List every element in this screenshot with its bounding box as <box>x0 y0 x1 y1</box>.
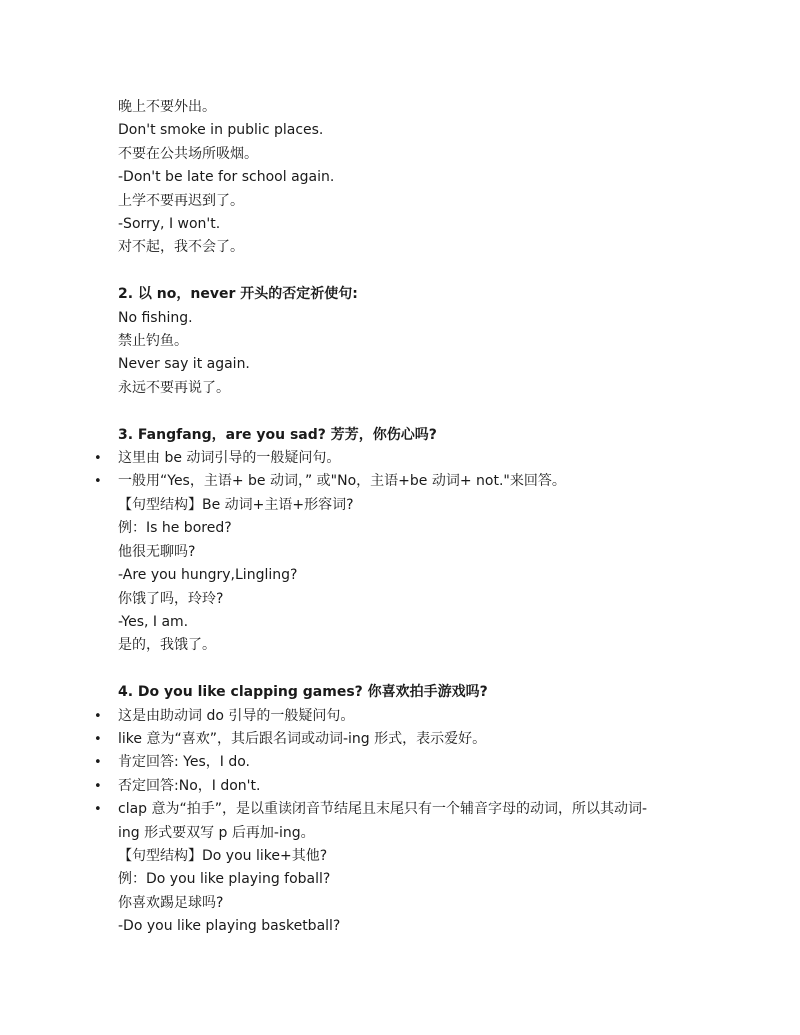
text-line: 他很无聊吗? <box>118 543 196 560</box>
text-line: Never say it again. <box>118 356 250 373</box>
text-line: 你饿了吗，玲玲? <box>118 590 224 607</box>
section-heading: 3. Fangfang，are you sad? 芳芳，你伤心吗? <box>118 426 437 443</box>
text-line: 【句型结构】Be 动词+主语+形容词? <box>118 496 354 513</box>
section-heading: 4. Do you like clapping games? 你喜欢拍手游戏吗? <box>118 684 488 701</box>
paragraph-spacer <box>118 260 718 283</box>
text-line: 【句型结构】Do you like+其他? <box>118 847 328 864</box>
text-line: 不要在公共场所吸烟。 <box>118 145 258 162</box>
text-line: 永远不要再说了。 <box>118 379 230 396</box>
text-line: -Are you hungry,Lingling? <box>118 567 298 584</box>
text-line: Don't smoke in public places. <box>118 122 324 139</box>
paragraph-spacer <box>118 400 718 423</box>
text-line: 禁止钓鱼。 <box>118 333 188 350</box>
text-line: 对不起，我不会了。 <box>118 239 244 256</box>
section-heading: 2. 以 no，never 开头的否定祈使句: <box>118 286 358 303</box>
bullet-item: • 否定回答:No，I don't. <box>118 775 718 798</box>
text-line: No fishing. <box>118 309 193 326</box>
bullet-item: • clap 意为“拍手”，是以重读闭音节结尾且末尾只有一个辅音字母的动词，所以其动词- <box>118 798 718 821</box>
text-line: 上学不要再迟到了。 <box>118 192 244 209</box>
text-line: -Yes, I am. <box>118 613 189 630</box>
bullet-item: • like 意为“喜欢”，其后跟名词或动词-ing 形式，表示爱好。 <box>118 728 718 751</box>
bullet-item: • 这里由 be 动词引导的一般疑问句。 <box>118 447 718 470</box>
bullet-item: • 肯定回答: Yes，I do. <box>118 751 718 774</box>
text-line: ing 形式要双写 p 后再加-ing。 <box>118 824 315 841</box>
paragraph-spacer <box>118 658 718 681</box>
text-line: 是的，我饿了。 <box>118 637 216 654</box>
text-line: 你喜欢踢足球吗? <box>118 894 224 911</box>
bullet-item: • 一般用“Yes，主语+ be 动词，” 或"No，主语+be 动词+ not."来回答。 <box>118 470 718 493</box>
bullet-item: • 这是由助动词 do 引导的一般疑问句。 <box>118 705 718 728</box>
text-line: 例：Is he bored? <box>118 520 232 537</box>
text-line: 晚上不要外出。 <box>118 99 216 115</box>
text-line: -Don't be late for school again. <box>118 169 335 186</box>
text-line: -Sorry, I won't. <box>118 216 221 233</box>
text-line: 例：Do you like playing foball? <box>118 871 331 888</box>
document-body <box>118 96 718 939</box>
text-line: -Do you like playing basketball? <box>118 918 341 935</box>
